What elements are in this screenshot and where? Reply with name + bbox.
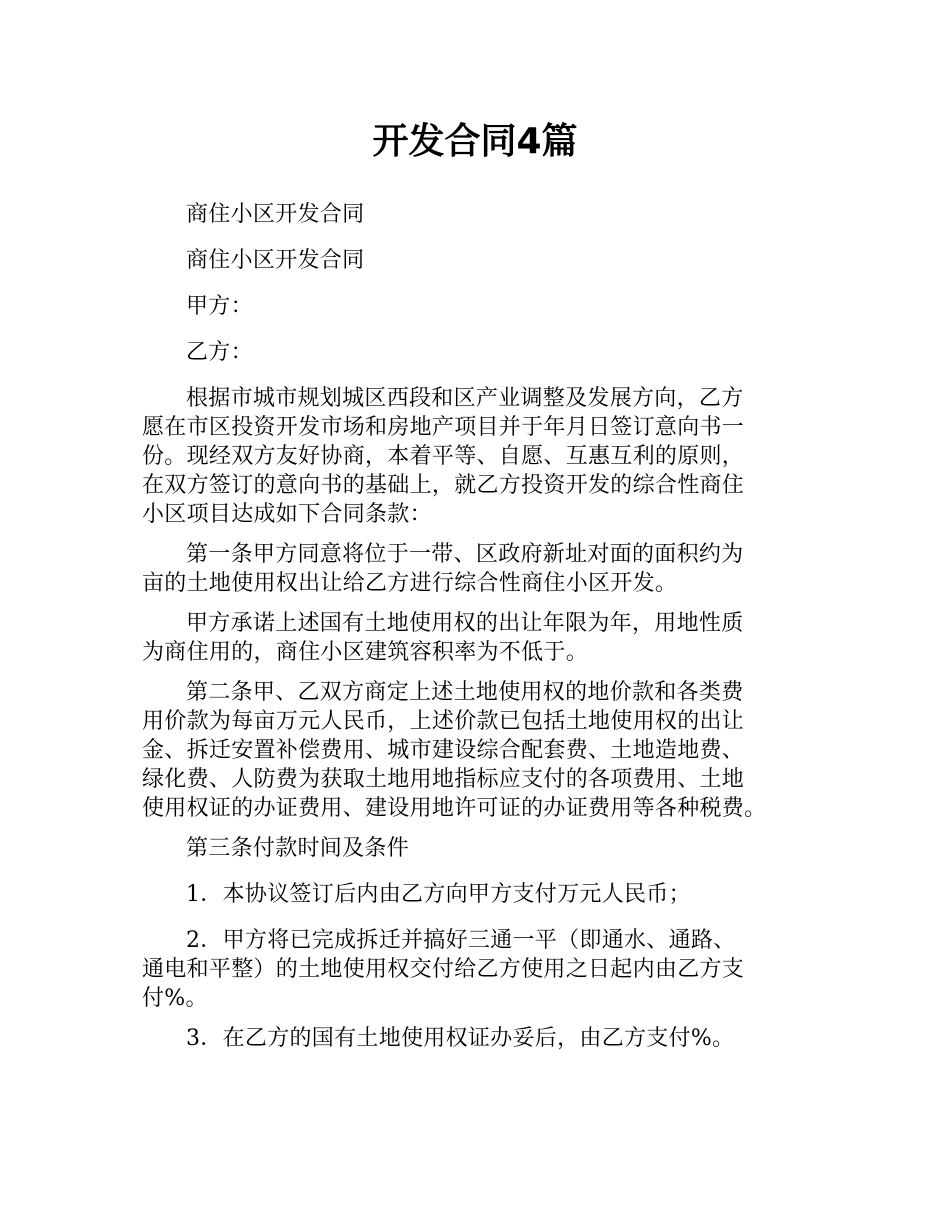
paragraph-line: 第二条甲、乙双方商定上述土地使用权的地价款和各类费 [186,680,744,705]
paragraph-article-1 [142,540,822,598]
paragraph-line: 根据市城市规划城区西段和区产业调整及发展方向，乙方 [186,386,744,411]
paragraph-line: 愿在市区投资开发市场和房地产项目并于年月日签订意向书一 [142,415,745,440]
paragraph-line: 3．在乙方的国有土地使用权证办妥后，由乙方支付%。 [186,1026,735,1051]
party-b-line [142,338,822,367]
paragraph-line: 付%。 [142,986,208,1011]
paragraph-line: 亩的土地使用权出让给乙方进行综合性商住小区开发。 [142,571,678,596]
paragraph-line: 甲方承诺上述国有土地使用权的出让年限为年，用地性质 [186,611,744,636]
document-title: 开发合同4篇 [372,121,578,162]
paragraph-line: 第三条付款时间及条件 [186,836,410,861]
paragraph-payment-1 [142,880,822,909]
paragraph-article-3-heading [142,834,822,863]
paragraph-preamble [142,384,822,529]
paragraph-line: 用价款为每亩万元人民币，上述价款已包括土地使用权的出让 [142,709,745,734]
paragraph-heading-2 [142,246,822,275]
paragraph-line: 为商住用的，商住小区建筑容积率为不低于。 [142,640,589,665]
paragraph-line: 份。现经双方友好协商，本着平等、自愿、互惠互利的原则， [142,444,745,469]
paragraph-article-1-commitment [142,609,822,667]
document-body [142,200,822,1070]
paragraph-line: 2．甲方将已完成拆迁并搞好三通一平（即通水、通路、 [186,928,736,953]
paragraph-payment-2 [142,926,822,1013]
paragraph-line: 商住小区开发合同 [186,248,365,273]
party-a-line [142,292,822,321]
paragraph-line: 小区项目达成如下合同条款： [142,502,432,527]
paragraph-payment-3 [142,1024,822,1053]
paragraph-line: 商住小区开发合同 [186,202,365,227]
paragraph-line: 1．本协议签订后内由乙方向甲方支付万元人民币； [186,882,691,907]
paragraph-line: 第一条甲方同意将位于一带、区政府新址对面的面积约为 [186,542,744,567]
paragraph-line: 通电和平整）的土地使用权交付给乙方使用之日起内由乙方支 [142,957,745,982]
paragraph-line: 使用权证的办证费用、建设用地许可证的办证费用等各种税费。 [142,796,767,821]
paragraph-line: 甲方： [186,294,253,319]
paragraph-article-2 [142,678,822,823]
paragraph-line: 乙方： [186,340,253,365]
paragraph-line: 金、拆迁安置补偿费用、城市建设综合配套费、土地造地费、 [142,738,745,763]
paragraph-line: 绿化费、人防费为获取土地用地指标应支付的各项费用、土地 [142,767,745,792]
paragraph-heading-1 [142,200,822,229]
paragraph-line: 在双方签订的意向书的基础上，就乙方投资开发的综合性商住 [142,473,745,498]
